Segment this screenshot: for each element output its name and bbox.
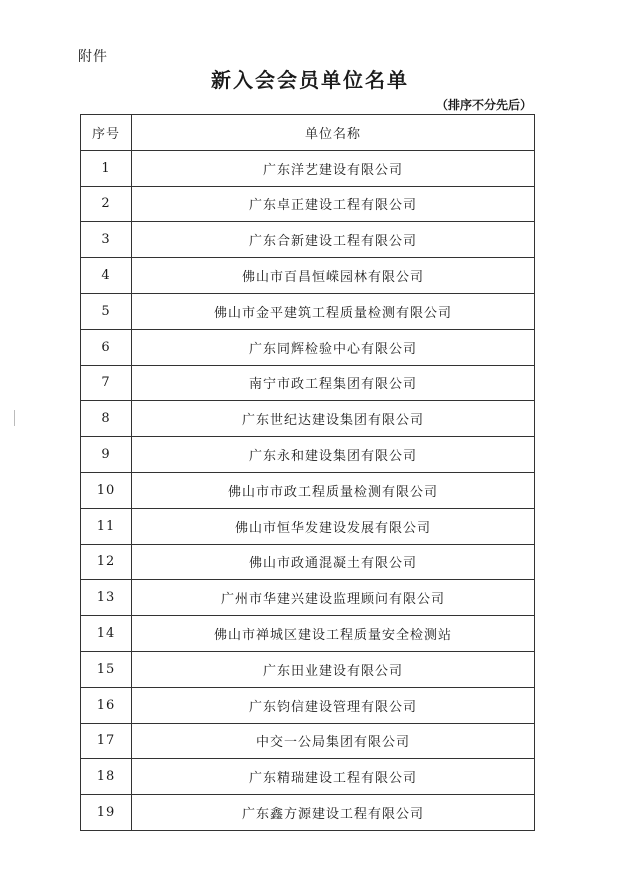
- table-row: [81, 580, 535, 616]
- row-number: 12: [81, 544, 132, 580]
- row-unit-name: 中交一公局集团有限公司: [132, 723, 535, 759]
- row-number: 7: [81, 365, 132, 401]
- table-row: [81, 616, 535, 652]
- table-row: [81, 150, 535, 186]
- row-unit-name: 广东世纪达建设集团有限公司: [132, 401, 535, 437]
- table-row: [81, 222, 535, 258]
- row-number: 19: [81, 795, 132, 831]
- table-row: [81, 795, 535, 831]
- table-row: [81, 186, 535, 222]
- table-row: [81, 437, 535, 473]
- scan-artifact: [14, 410, 15, 426]
- table-row: [81, 401, 535, 437]
- table-row: [81, 258, 535, 294]
- row-number: 10: [81, 472, 132, 508]
- row-unit-name: 佛山市政通混凝土有限公司: [132, 544, 535, 580]
- table-body: [81, 150, 535, 830]
- row-unit-name: 佛山市金平建筑工程质量检测有限公司: [132, 293, 535, 329]
- row-unit-name: 广东精瑞建设工程有限公司: [132, 759, 535, 795]
- row-number: 11: [81, 508, 132, 544]
- row-unit-name: 佛山市百昌恒嵘园林有限公司: [132, 258, 535, 294]
- table-row: [81, 723, 535, 759]
- row-unit-name: 佛山市禅城区建设工程质量安全检测站: [132, 616, 535, 652]
- table-row: [81, 293, 535, 329]
- row-number: 2: [81, 186, 132, 222]
- row-unit-name: 佛山市恒华发建设发展有限公司: [132, 508, 535, 544]
- row-number: 14: [81, 616, 132, 652]
- row-unit-name: 广东同辉检验中心有限公司: [132, 329, 535, 365]
- row-unit-name: 广东永和建设集团有限公司: [132, 437, 535, 473]
- row-unit-name: 广东鑫方源建设工程有限公司: [132, 795, 535, 831]
- row-unit-name: 广东合新建设工程有限公司: [132, 222, 535, 258]
- row-number: 16: [81, 687, 132, 723]
- row-number: 4: [81, 258, 132, 294]
- header-unit-name: 单位名称: [132, 115, 535, 151]
- table-row: [81, 472, 535, 508]
- row-unit-name: 南宁市政工程集团有限公司: [132, 365, 535, 401]
- row-number: 8: [81, 401, 132, 437]
- attachment-label: 附件: [78, 49, 108, 65]
- page-title: 新入会会员单位名单: [211, 68, 409, 92]
- row-number: 18: [81, 759, 132, 795]
- row-number: 6: [81, 329, 132, 365]
- row-number: 15: [81, 651, 132, 687]
- header-number: 序号: [81, 115, 132, 151]
- row-unit-name: 广东钧信建设管理有限公司: [132, 687, 535, 723]
- table-row: [81, 544, 535, 580]
- row-unit-name: 广东洋艺建设有限公司: [132, 150, 535, 186]
- row-unit-name: 广东田业建设有限公司: [132, 651, 535, 687]
- table-row: [81, 687, 535, 723]
- row-number: 9: [81, 437, 132, 473]
- table-row: [81, 759, 535, 795]
- table-row: [81, 365, 535, 401]
- row-unit-name: 广州市华建兴建设监理顾问有限公司: [132, 580, 535, 616]
- row-number: 1: [81, 150, 132, 186]
- member-table: [80, 114, 535, 831]
- row-number: 5: [81, 293, 132, 329]
- row-unit-name: 广东卓正建设工程有限公司: [132, 186, 535, 222]
- table-row: [81, 651, 535, 687]
- table-header-row: [81, 115, 535, 151]
- row-number: 17: [81, 723, 132, 759]
- row-number: 13: [81, 580, 132, 616]
- row-unit-name: 佛山市市政工程质量检测有限公司: [132, 472, 535, 508]
- ordering-note: （排序不分先后）: [435, 98, 532, 112]
- table-row: [81, 508, 535, 544]
- table-row: [81, 329, 535, 365]
- row-number: 3: [81, 222, 132, 258]
